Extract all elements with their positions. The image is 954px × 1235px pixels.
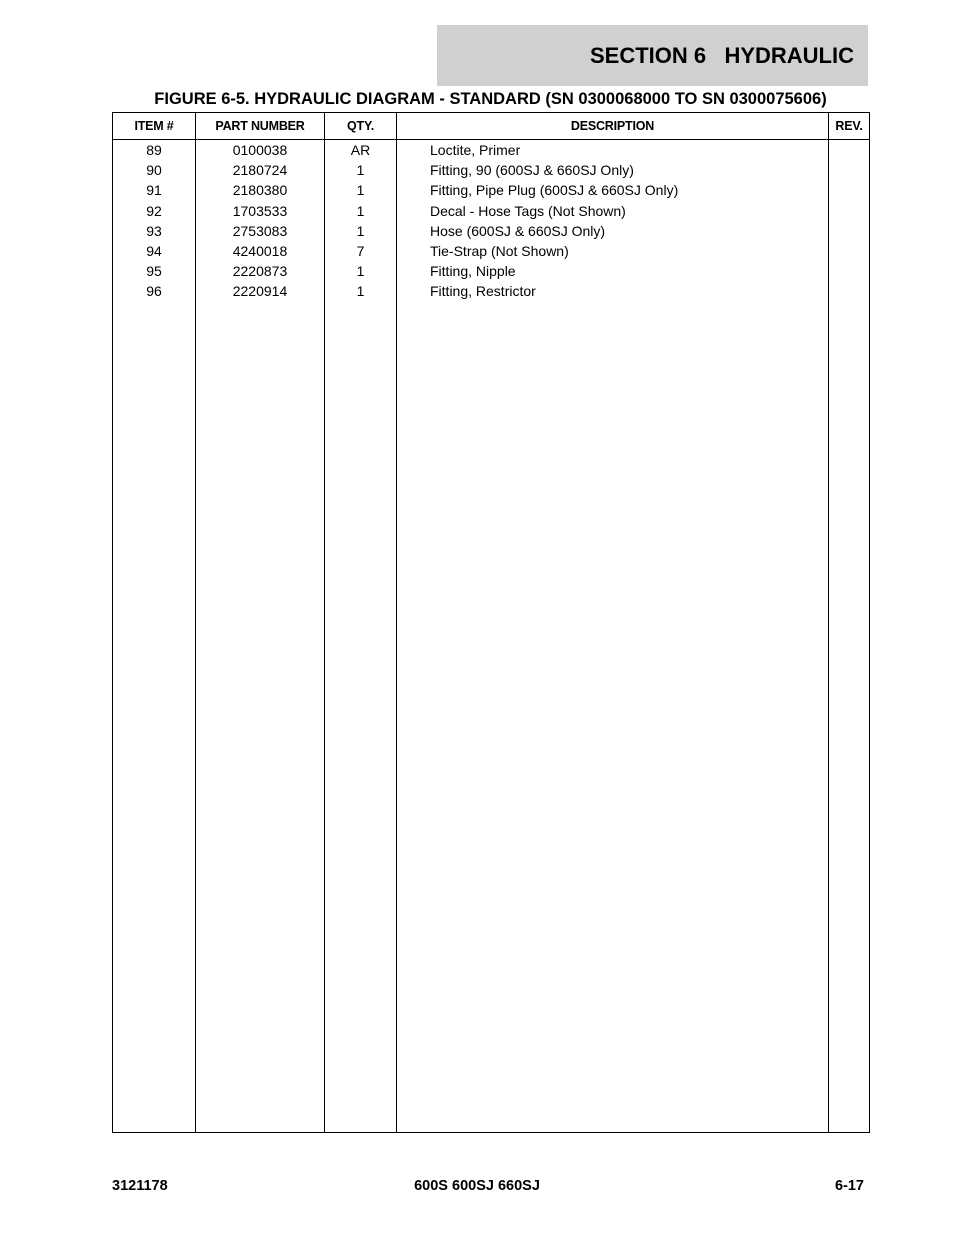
description: Tie-Strap (Not Shown) [430, 242, 569, 259]
part-number: 2220873 [232, 263, 288, 280]
item-number: 93 [146, 222, 162, 239]
table-row [113, 180, 869, 200]
section-header [437, 25, 868, 86]
item-number: 90 [146, 162, 162, 179]
description: Fitting, Pipe Plug (600SJ & 660SJ Only) [430, 182, 679, 199]
quantity: 1 [356, 222, 365, 239]
header-rev: REV. [835, 119, 863, 133]
quantity: 1 [356, 162, 365, 179]
figure-title: FIGURE 6-5. HYDRAULIC DIAGRAM - STANDARD (SN 0300068000 TO SN 0300075606) [154, 90, 827, 108]
part-number: 2180724 [232, 162, 288, 179]
header-part-number: PART NUMBER [215, 119, 305, 133]
quantity: AR [350, 142, 371, 158]
description: Fitting, Restrictor [430, 283, 536, 300]
quantity: 1 [356, 263, 365, 280]
item-number: 94 [146, 242, 162, 259]
item-number: 91 [146, 182, 162, 199]
description: Loctite, Primer [430, 142, 521, 158]
table-row [113, 281, 869, 301]
description: Hose (600SJ & 660SJ Only) [430, 222, 606, 239]
footer-models: 600S 600SJ 660SJ [414, 1178, 540, 1194]
table-body [113, 140, 869, 302]
footer-doc-number: 3121178 [112, 1178, 168, 1194]
header-qty: QTY. [347, 119, 374, 133]
table-row [113, 160, 869, 180]
description: Fitting, Nipple [430, 263, 516, 280]
item-number: 89 [146, 142, 162, 158]
table-row [113, 261, 869, 281]
part-number: 2180380 [232, 182, 288, 199]
table-row [113, 221, 869, 241]
description: Fitting, 90 (600SJ & 660SJ Only) [430, 162, 634, 179]
header-item: ITEM # [134, 119, 174, 133]
table-row [113, 241, 869, 261]
item-number: 95 [146, 263, 162, 280]
footer-page-number: 6-17 [834, 1178, 864, 1194]
table-row [113, 201, 869, 221]
quantity: 1 [356, 283, 365, 300]
section-title: SECTION 6 HYDRAULIC [589, 42, 854, 68]
parts-table [112, 112, 870, 1133]
part-number: 1703533 [232, 202, 288, 219]
part-number: 2220914 [232, 283, 288, 300]
part-number: 4240018 [232, 242, 288, 259]
table-row [113, 140, 869, 160]
header-description: DESCRIPTION [570, 119, 655, 133]
description: Decal - Hose Tags (Not Shown) [430, 202, 626, 219]
quantity: 1 [356, 182, 365, 199]
quantity: 7 [356, 242, 365, 259]
item-number: 92 [146, 202, 162, 219]
quantity: 1 [356, 202, 365, 219]
part-number: 2753083 [232, 222, 288, 239]
item-number: 96 [146, 283, 162, 300]
part-number: 0100038 [232, 142, 288, 158]
